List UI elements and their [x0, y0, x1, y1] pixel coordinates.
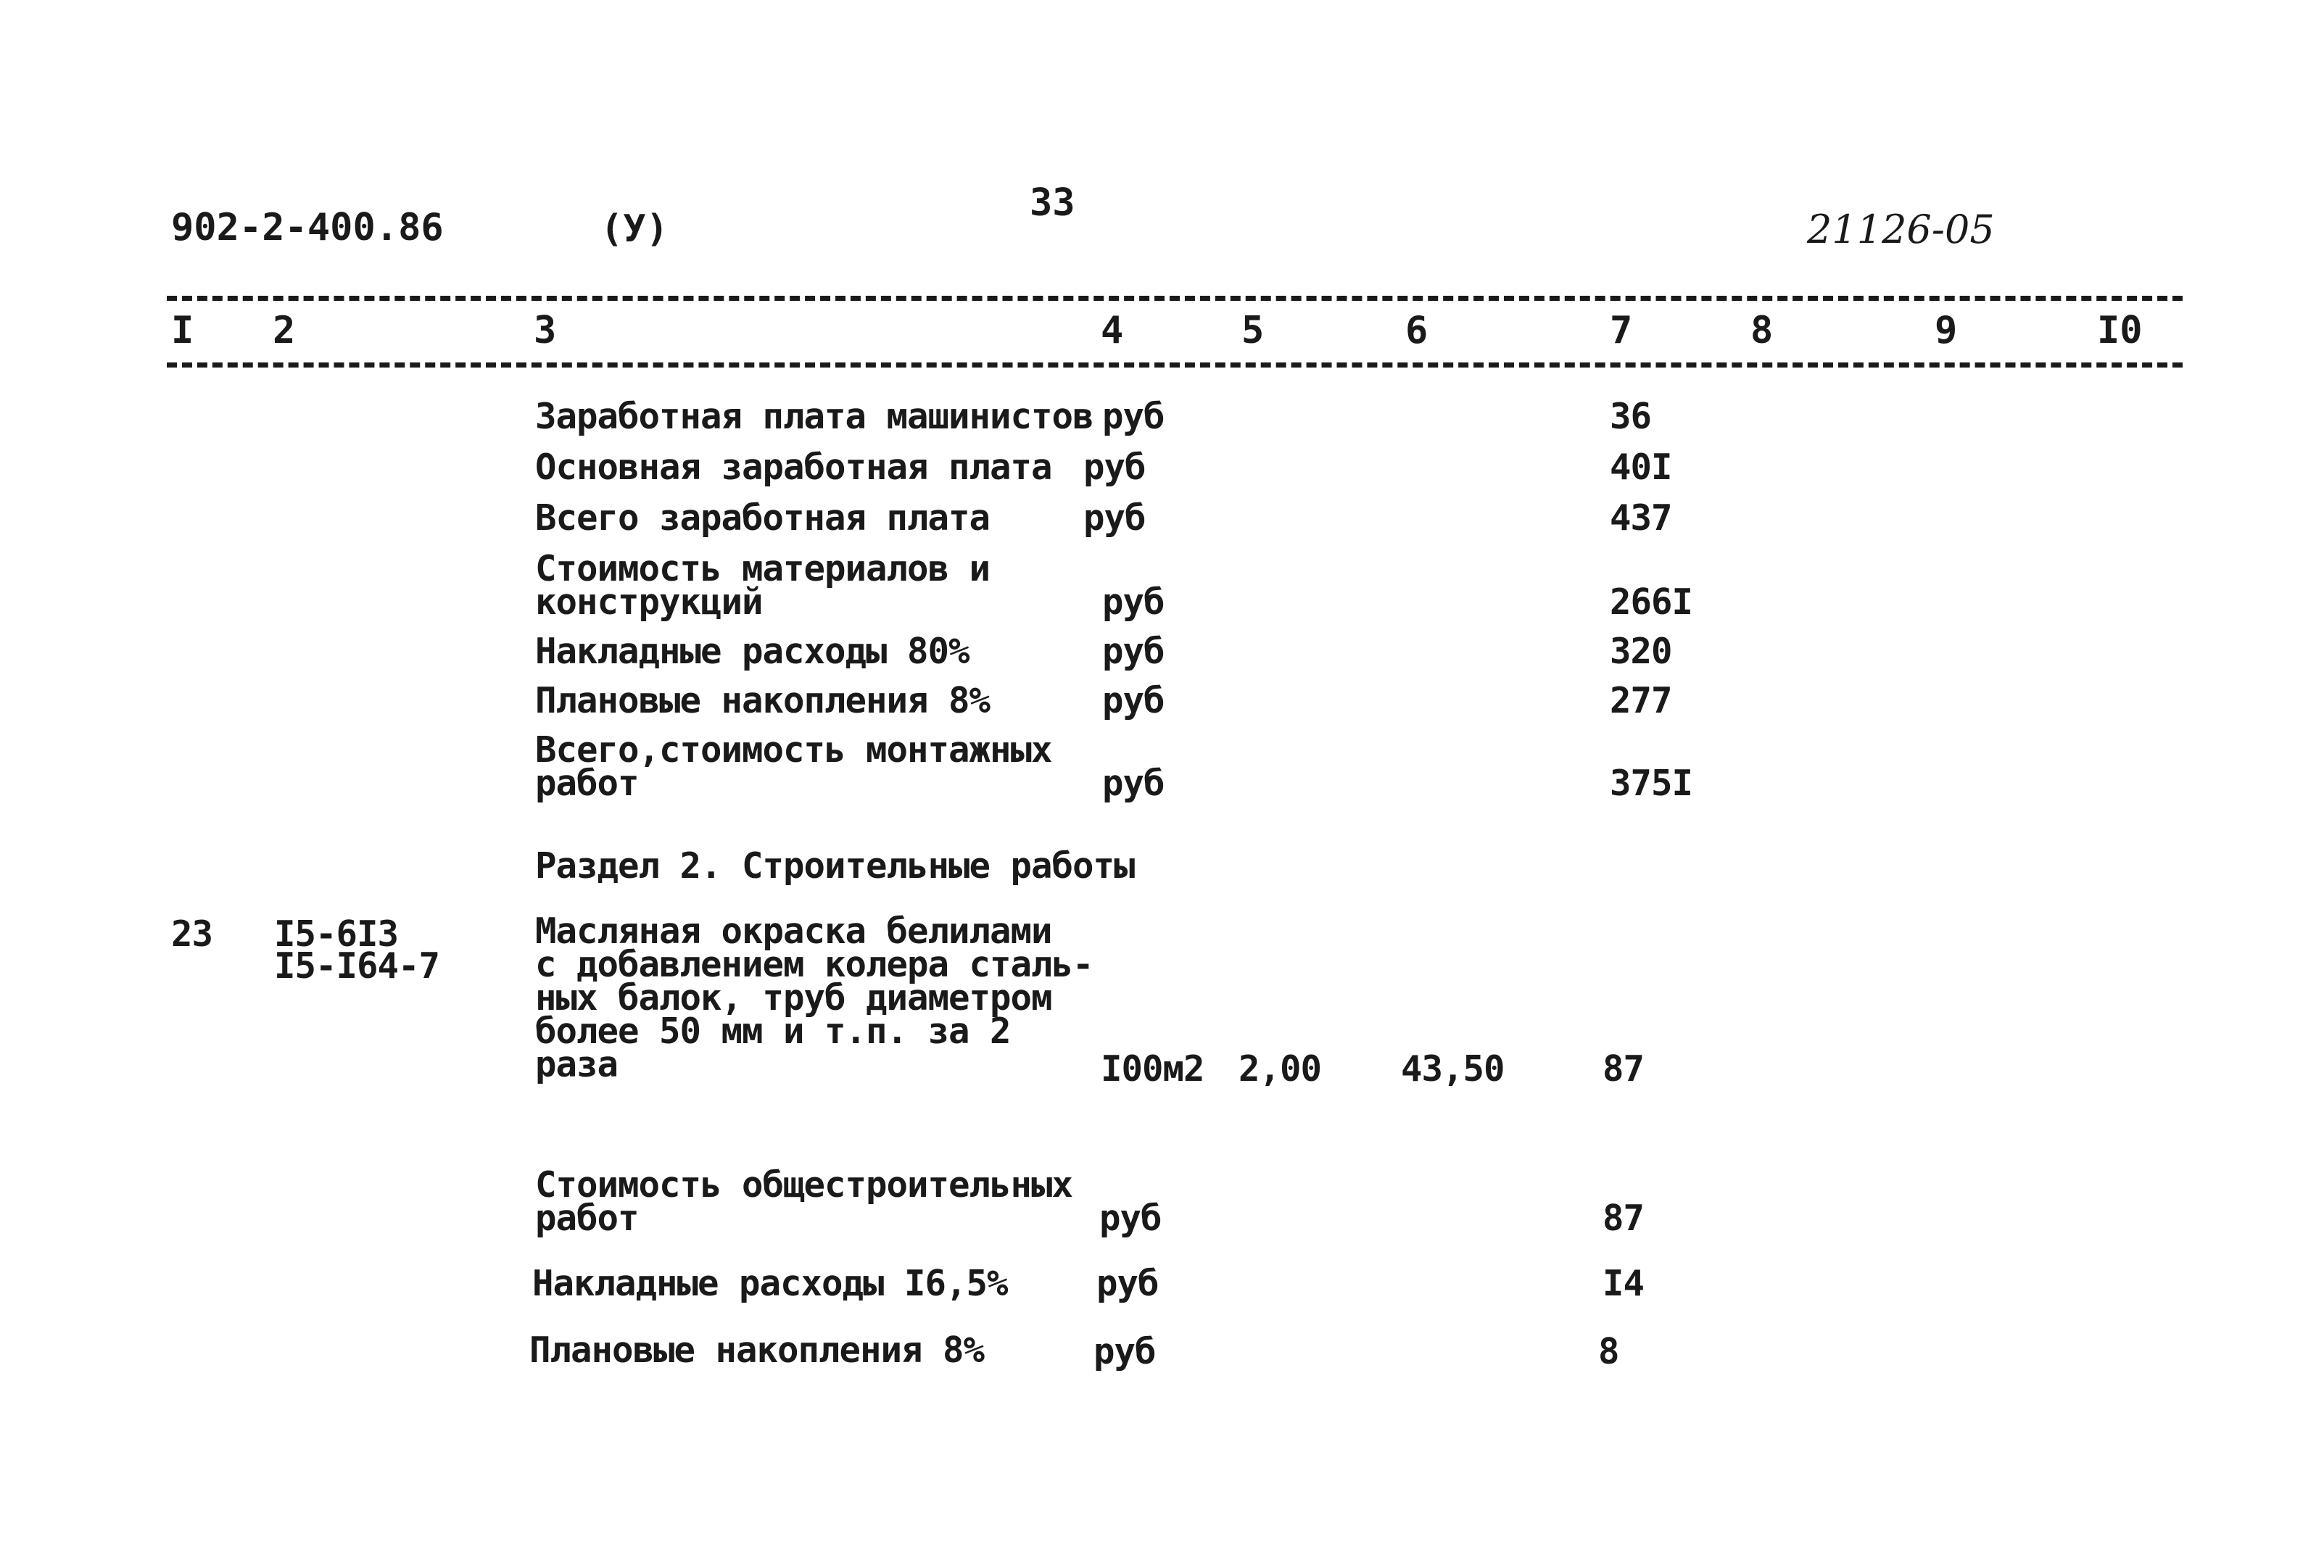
row-unit: руб	[1083, 447, 1146, 488]
row-name-line: работ	[535, 763, 639, 804]
sheet-code: 21126-05	[1807, 207, 1995, 252]
row-total: 320	[1610, 631, 1672, 672]
summary-total: I4	[1603, 1263, 1645, 1304]
row-unit: руб	[1102, 763, 1165, 804]
document-mark: (У)	[600, 207, 669, 251]
description-line: раза	[535, 1044, 619, 1085]
column-number-7: 7	[1610, 309, 1633, 352]
row-total: 40I	[1610, 447, 1672, 488]
row-name-line: конструкций	[535, 581, 763, 623]
row-total: 36	[1610, 396, 1652, 437]
column-number-3: 3	[534, 309, 557, 352]
page-number: 33	[1030, 181, 1075, 225]
description-line: ных балок, труб диаметром	[535, 977, 1052, 1019]
row-total: 266I	[1610, 581, 1693, 623]
row-name: Основная заработная плата	[535, 447, 1052, 488]
row-unit: руб	[1102, 631, 1165, 672]
description-line: с добавлением колера сталь-	[535, 944, 1093, 985]
item-unit-price: 43,50	[1401, 1048, 1505, 1090]
summary-total: 87	[1603, 1198, 1645, 1239]
summary-name-line: Стоимость общестроительных	[535, 1164, 1073, 1206]
item-code: I5-I64-7	[274, 945, 440, 987]
column-number-2: 2	[273, 309, 296, 352]
row-unit: руб	[1083, 497, 1146, 539]
section-title: Раздел 2. Строительные работы	[535, 845, 1135, 887]
document-code: 902-2-400.86	[171, 206, 444, 249]
row-name: Плановые накопления 8%	[535, 680, 991, 721]
row-name: Всего заработная плата	[535, 497, 991, 539]
item-unit: I00м2	[1101, 1048, 1204, 1090]
summary-unit: руб	[1099, 1198, 1162, 1239]
summary-name: Плановые накопления 8%	[529, 1330, 985, 1371]
row-name-line: Всего,стоимость монтажных	[535, 729, 1052, 771]
row-total: 375I	[1610, 763, 1693, 804]
row-name: Заработная плата машинистов	[535, 396, 1093, 437]
row-unit: руб	[1102, 581, 1165, 623]
item-quantity: 2,00	[1238, 1048, 1322, 1090]
row-unit: руб	[1102, 680, 1165, 721]
summary-unit: руб	[1093, 1331, 1156, 1372]
column-number-4: 4	[1101, 309, 1124, 352]
column-number-1: I	[171, 309, 194, 352]
summary-unit: руб	[1096, 1263, 1159, 1304]
summary-total: 8	[1598, 1331, 1619, 1372]
column-number-9: 9	[1935, 309, 1958, 352]
row-total: 277	[1610, 680, 1672, 721]
row-name-line: Стоимость материалов и	[535, 548, 991, 589]
header-rule-top	[167, 296, 2183, 301]
description-line: более 50 мм и т.п. за 2	[535, 1011, 1011, 1052]
column-number-10: I0	[2097, 309, 2143, 352]
summary-name-line: работ	[535, 1198, 639, 1239]
row-unit: руб	[1102, 396, 1165, 437]
column-number-5: 5	[1241, 309, 1265, 352]
row-total: 437	[1610, 497, 1672, 539]
item-code: I5-6I3	[274, 913, 399, 955]
summary-name: Накладные расходы I6,5%	[532, 1263, 1008, 1304]
item-number: 23	[171, 913, 213, 955]
column-number-6: 6	[1405, 309, 1428, 352]
header-rule-bottom	[167, 362, 2183, 368]
description-line: Масляная окраска белилами	[535, 910, 1052, 952]
item-total: 87	[1603, 1048, 1645, 1090]
column-number-8: 8	[1750, 309, 1774, 352]
item-description	[535, 910, 1093, 1085]
row-name: Накладные расходы 80%	[535, 631, 969, 672]
